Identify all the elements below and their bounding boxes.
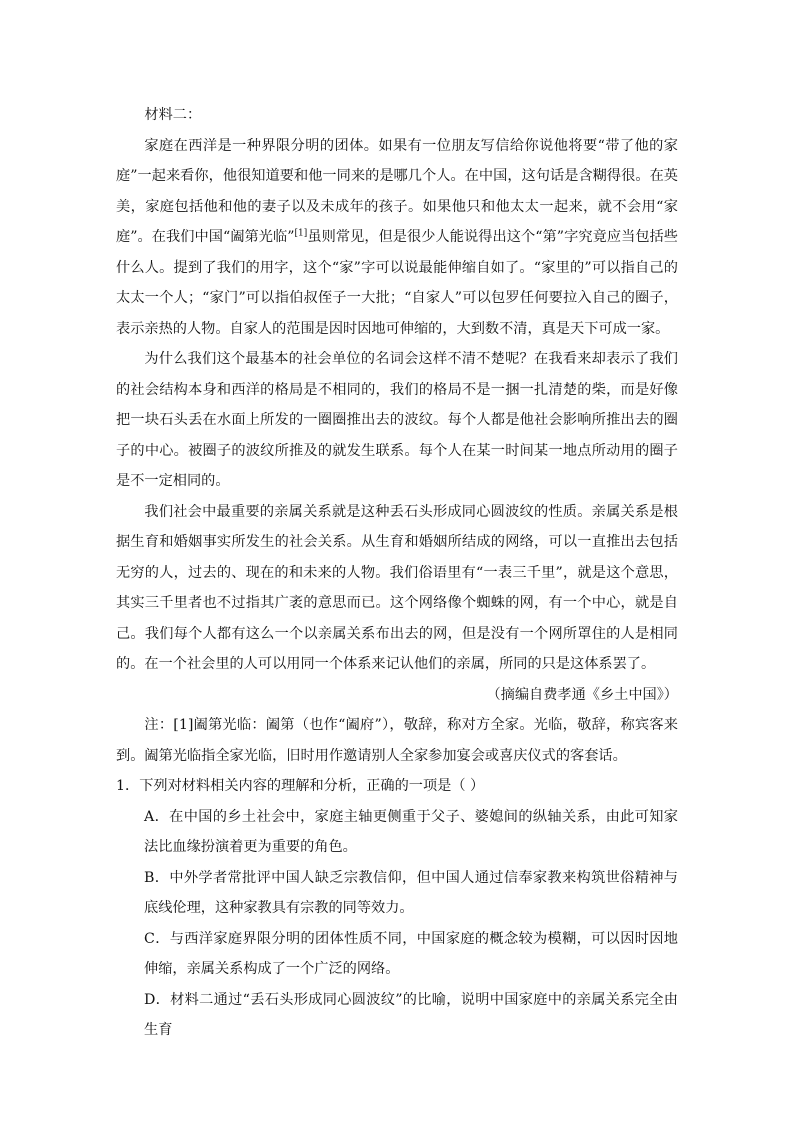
paragraph-1-text-b: 虽则常见，但是很少人能说得出这个“第”字究竟应当包括些什么人。提到了我们的用字，这个“家”字可以说最能伸缩自如了。“家里的”可以指自己的太太一个人；“家门”可以指伯叔侄子一大批；“自家人”可以包罗任何要拉入自己的圈子，表示亲热的人物。自家人的范围是因时因地可伸缩的，大到数不清，真是天下可成一家。 bbox=[116, 229, 678, 337]
option-d[interactable]: D．材料二通过“丢石头形成同心圆波纹”的比喻，说明中国家庭中的亲属关系完全由生育 bbox=[144, 991, 678, 1038]
footnote-marker: [1] bbox=[294, 228, 308, 239]
paragraph-2: 为什么我们这个最基本的社会单位的名词会这样不清不楚呢？在我看来却表示了我们的社会结构本身和西洋的格局是不相同的，我们的格局不是一捆一扎清楚的柴，而是好像把一块石头丢在水面上所发的一圈圈推出去的波纹。每个人都是他社会影响所推出去的圈子的中心。被圈子的波纹所推及的就发生联系。每个人在某一时间某一地点所动用的圈子是不一定相同的。 bbox=[116, 351, 678, 489]
paragraph-1-text-a: 家庭在西洋是一种界限分明的团体。如果有一位朋友写信给你说他将要“带了他的家庭”一起来看你，他很知道要和他一同来的是哪几个人。在中国，这句话是含糊得很。在英美，家庭包括他和他的妻子以及未成年的孩子。如果他只和他太太一起来，就不会用“家庭”。在我们中国“阖第光临” bbox=[116, 137, 678, 245]
option-c[interactable]: C．与西洋家庭界限分明的团体性质不同，中国家庭的概念较为模糊，可以因时因地伸缩，亲属关系构成了一个广泛的网络。 bbox=[144, 930, 678, 977]
material-heading: 材料二： bbox=[144, 107, 202, 123]
option-a[interactable]: A．在中国的乡土社会中，家庭主轴更侧重于父子、婆媳间的纵轴关系，由此可知家法比血缘扮演着更为重要的角色。 bbox=[144, 808, 678, 855]
footnote: 注：[1]阖第光临：阖第（也作“阖府”），敬辞，称对方全家。光临，敬辞，称宾客来到。阖第光临指全家光临，旧时用作邀请别人全家参加宴会或喜庆仪式的客套话。 bbox=[116, 717, 678, 764]
question-stem: 1．下列对材料相关内容的理解和分析，正确的一项是（ ） bbox=[116, 778, 485, 794]
paragraph-3: 我们社会中最重要的亲属关系就是这种丢石头形成同心圆波纹的性质。亲属关系是根据生育和婚姻事实所发生的社会关系。从生育和婚姻所结成的网络，可以一直推出去包括无穷的人，过去的、现在的和未来的人物。我们俗语里有“一表三千里”，就是这个意思，其实三千里者也不过指其广袤的意思而已。这个网络像个蜘蛛的网，有一个中心，就是自己。我们每个人都有这么一个以亲属关系布出去的网，但是没有一个网所罩住的人是相同的。在一个社会里的人可以用同一个体系来记认他们的亲属，所同的只是这体系罢了。 bbox=[116, 503, 678, 672]
paragraph-1 bbox=[116, 131, 678, 345]
option-b[interactable]: B．中外学者常批评中国人缺乏宗教信仰，但中国人通过信奉家教来构筑世俗精神与底线伦理，这种家教具有宗教的同等效力。 bbox=[144, 869, 678, 916]
source-citation: （摘编自费孝通《乡土中国》） bbox=[486, 686, 678, 703]
